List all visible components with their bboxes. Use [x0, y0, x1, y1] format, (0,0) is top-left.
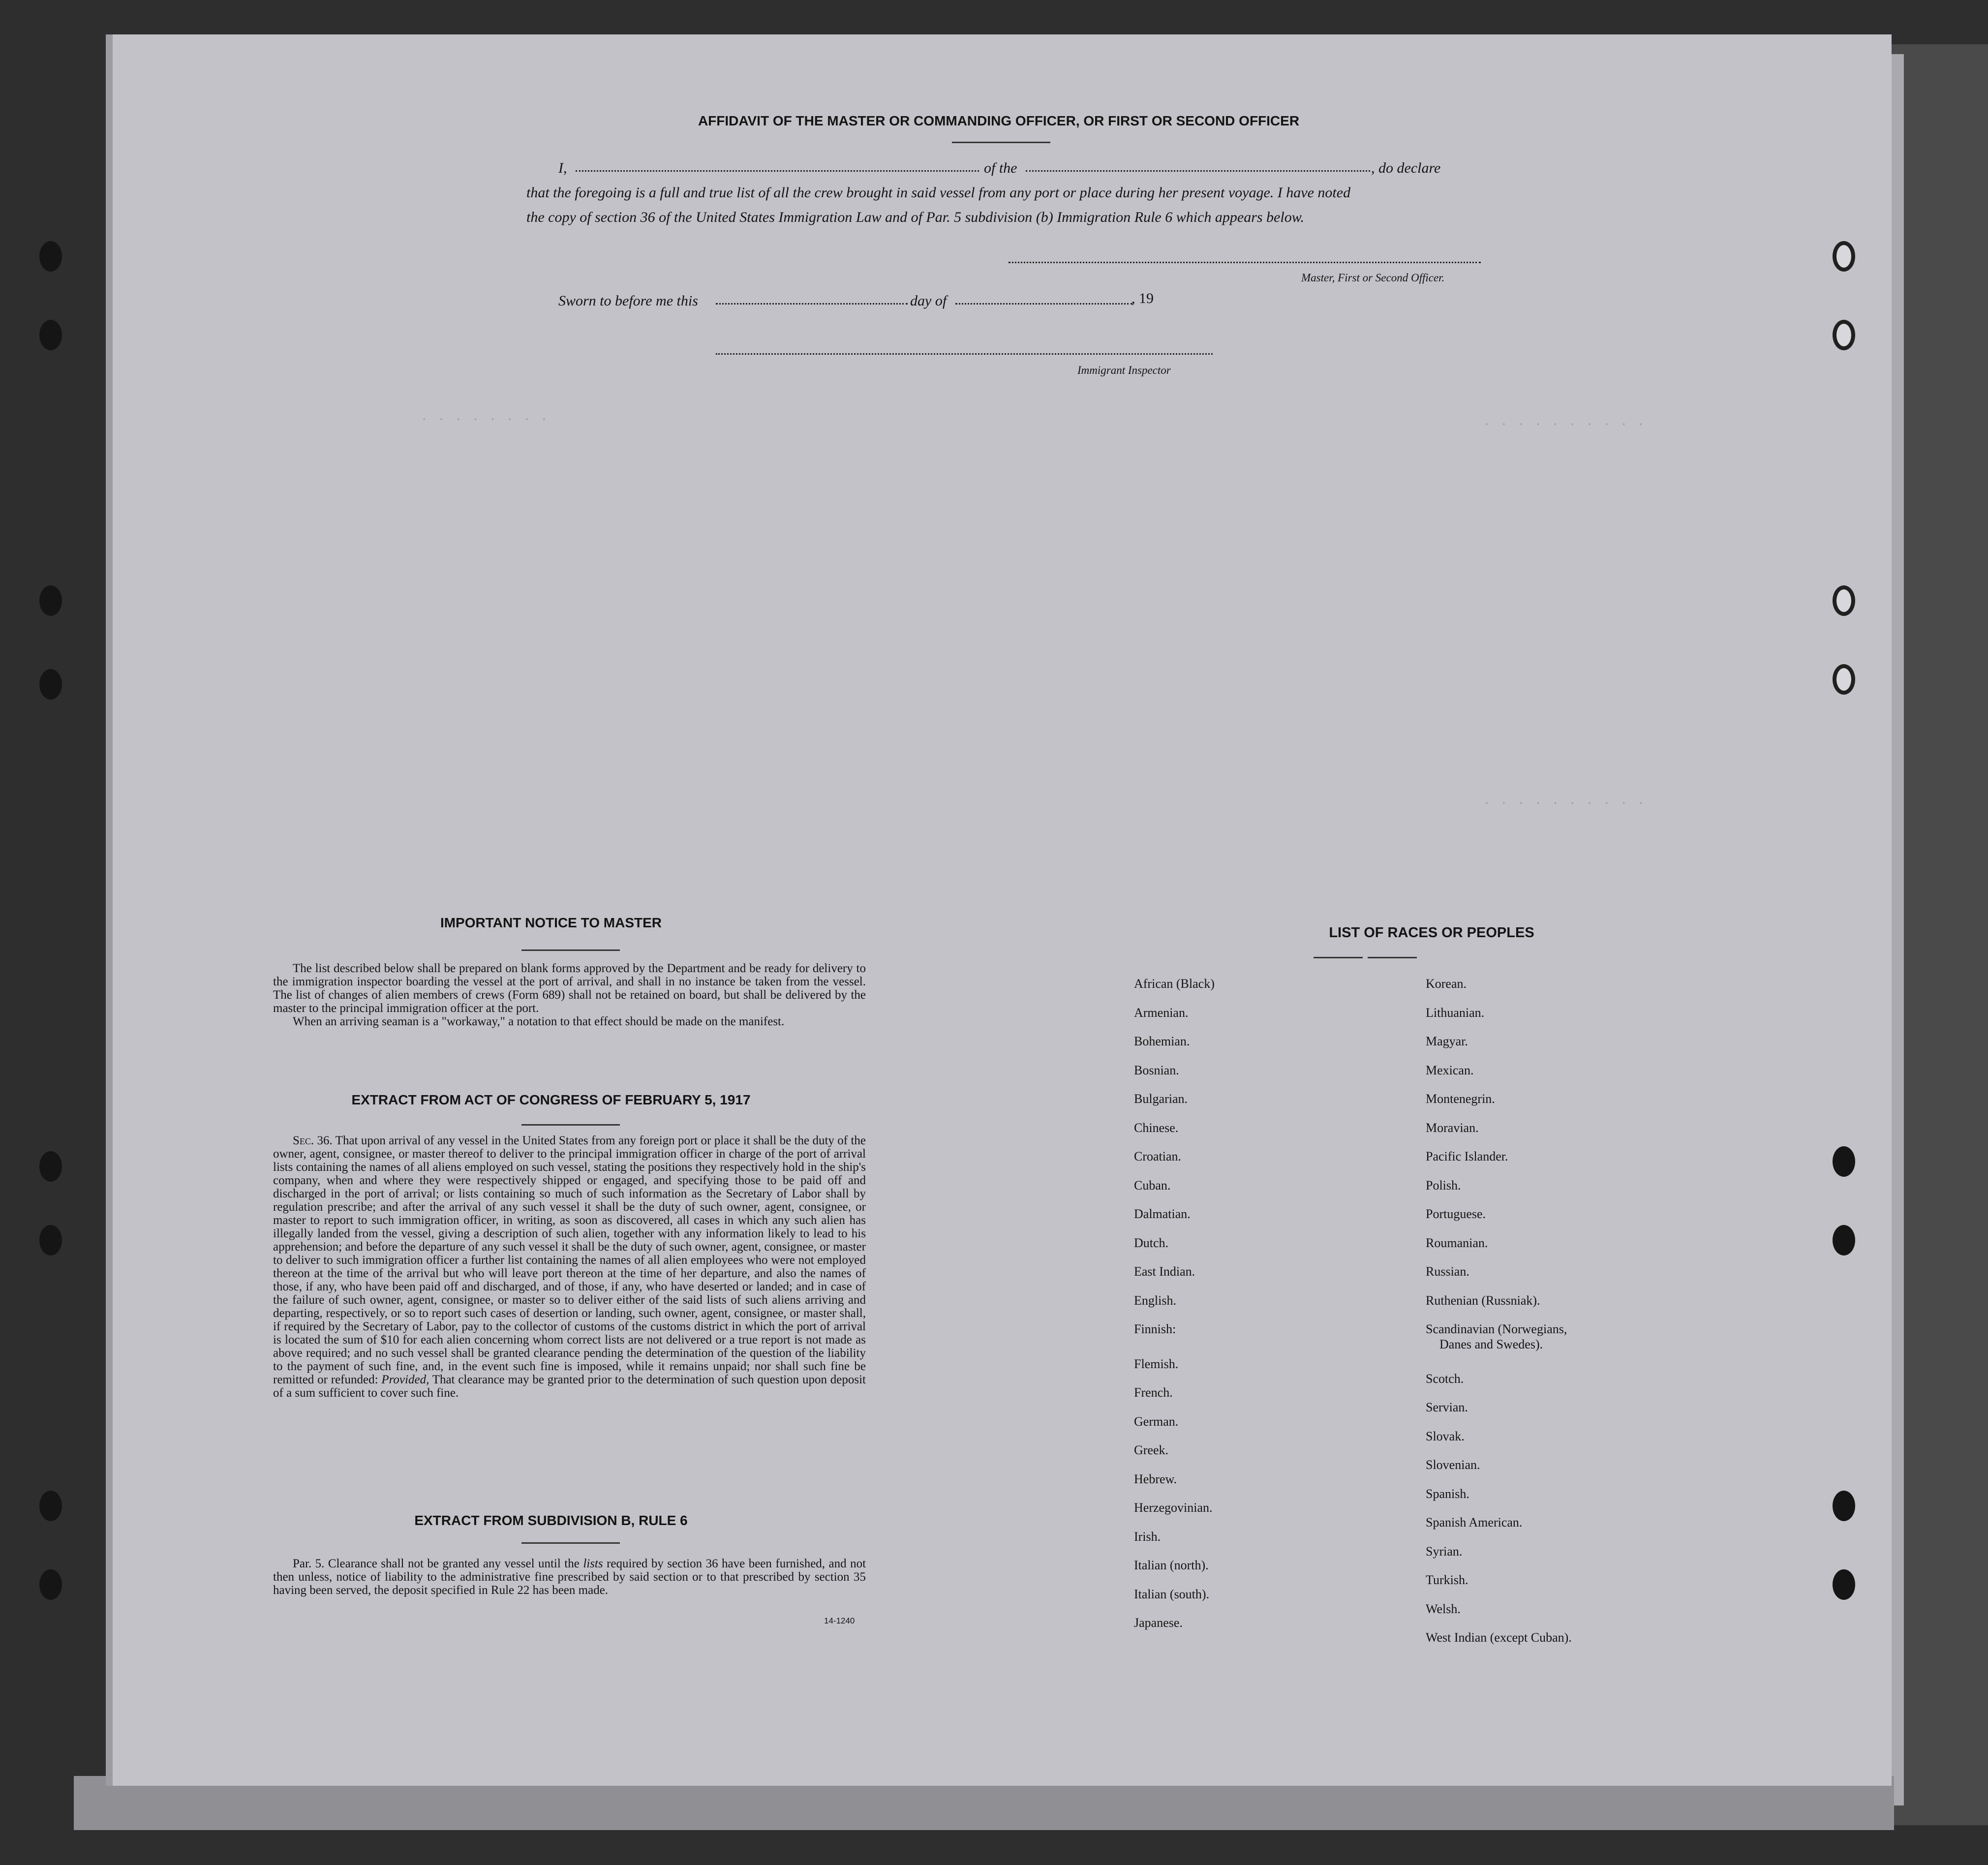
punch-hole — [39, 669, 62, 700]
punch-hole — [1833, 1491, 1855, 1521]
document-page — [106, 34, 1892, 1786]
par5-text-before: Par. 5. Clearance shall not be granted any vessel until the — [293, 1557, 580, 1570]
race-item: Russian. — [1426, 1264, 1469, 1279]
race-item: Dalmatian. — [1134, 1207, 1191, 1221]
race-item: Slovenian. — [1426, 1458, 1480, 1472]
races-left-column — [1134, 34, 1380, 1786]
race-item: Danes and Swedes). — [1439, 1337, 1543, 1351]
race-item: Syrian. — [1426, 1544, 1463, 1559]
races-title: LIST OF RACES OR PEOPLES — [1329, 925, 1534, 941]
race-item: Scandinavian (Norwegians, — [1426, 1322, 1567, 1336]
affidavit-of-the: of the — [984, 160, 1017, 176]
punch-hole — [39, 1151, 62, 1182]
name-field[interactable] — [576, 170, 979, 172]
rule-extract-title: EXTRACT FROM SUBDIVISION B, RULE 6 — [414, 1513, 688, 1528]
race-item: Croatian. — [1134, 1149, 1182, 1163]
race-item: Cuban. — [1134, 1178, 1171, 1192]
affidavit-title: AFFIDAVIT OF THE MASTER OR COMMANDING OFFICER, OR FIRST OR SECOND OFFICER — [698, 113, 1300, 128]
affidavit-declare: , do declare — [1371, 160, 1441, 176]
race-item: Bosnian. — [1134, 1063, 1179, 1077]
race-item: Magyar. — [1426, 1034, 1468, 1048]
race-item: Flemish. — [1134, 1356, 1179, 1371]
year-prefix: , 19 — [1132, 290, 1154, 306]
race-item: Irish. — [1134, 1529, 1161, 1544]
race-item: Scotch. — [1426, 1371, 1464, 1386]
bleed-through-text: · · · · · · · · · · — [1483, 418, 1646, 431]
race-item: Hebrew. — [1134, 1471, 1177, 1486]
bleed-through-text: · · · · · · · · — [421, 413, 550, 427]
punch-hole — [1833, 1146, 1855, 1177]
race-item: Roumanian. — [1426, 1235, 1488, 1250]
race-item: Italian (north). — [1134, 1558, 1209, 1572]
punch-hole — [39, 585, 62, 616]
race-item: Bulgarian. — [1134, 1092, 1188, 1106]
race-item: Finnish: — [1134, 1322, 1176, 1336]
race-item: Herzegovinian. — [1134, 1500, 1213, 1515]
punch-hole — [1833, 1225, 1855, 1255]
act-extract-title: EXTRACT FROM ACT OF CONGRESS OF FEBRUARY 5, 1917 — [351, 1092, 751, 1107]
race-item: Korean. — [1426, 977, 1467, 991]
inspector-caption: Immigrant Inspector — [1077, 364, 1171, 376]
race-item: Bohemian. — [1134, 1034, 1190, 1048]
proviso-text: That clearance may be granted prior to the determination of such question upon deposit of a sum sufficient to cover such fine. — [273, 1373, 866, 1400]
race-item: Montenegrin. — [1426, 1092, 1495, 1106]
section-36-text: That upon arrival of any vessel in the United States from any foreign port or place it shall be the duty of the owner, agent, consignee, or master thereof to deliver to the principal immigration officer in charge of the port of arrival lists containing the names of all aliens employed on such vessel, stating the positions they respectively hold in the ship's company, when and where they were respectively shipped or engaged, and specifying those to be paid off and discharged in the port of arrival; or lists containing so much of such information as the Secretary of Labor shall by regulation prescribe; and after the arrival of any such vessel it shall be the duty of such owner, agent, consignee, or master to report to such immigration officer, in writing, as soon as discovered, all cases in which any such alien has illegally landed from the vessel, giving a description of such alien, together with any information likely to lead to his apprehension; and before the departure of any such vessel it shall be the duty of such owner, agent, consignee, or master to deliver to such immigration officer a further list containing the names of all alien employees who were not employed thereon at the time of the arrival but who will leave port thereon at the time of her departure, and also the names of those, if any, who have been paid off and discharged, and of those, if any, who have deserted or landed; and in case of the failure of such owner, agent, consignee, or master so to deliver either of the said lists of such aliens arriving and departing, respectively, or so to report such cases of desertion or landing, such owner, agent, consignee, or master shall, if required by the Secretary of Labor, pay to the collector of customs of the customs district in which the port of arrival is located the sum of $10 for each alien concerning whom correct lists are not delivered or a true report is not made as above required; and no such vessel shall be granted clearance pending the determination of the question of the liability to the payment of such fine, and, in the event such fine is imposed, while it remains unpaid; nor shall such fine be remitted or refunded: — [273, 1134, 866, 1386]
act-extract-body — [273, 1134, 866, 1400]
punch-hole — [1833, 585, 1855, 616]
lists-word: lists — [583, 1557, 603, 1570]
affidavit-line-2: that the foregoing is a full and true list of all the crew brought in said vessel from any port or place during her present voyage. I have noted — [526, 184, 1351, 201]
race-item: East Indian. — [1134, 1264, 1195, 1279]
punch-hole — [1833, 241, 1855, 272]
race-item: French. — [1134, 1385, 1173, 1400]
race-item: Spanish American. — [1426, 1515, 1523, 1529]
notice-title: IMPORTANT NOTICE TO MASTER — [440, 915, 662, 930]
race-item: Greek. — [1134, 1443, 1169, 1457]
punch-hole — [39, 241, 62, 272]
punch-hole — [1833, 320, 1855, 350]
punch-hole — [39, 1491, 62, 1521]
punch-hole — [1833, 664, 1855, 695]
race-item: Moravian. — [1426, 1120, 1479, 1135]
rule-extract-body — [273, 1557, 866, 1597]
day-of-label: day of — [910, 293, 947, 309]
races-right-column — [1426, 34, 1721, 1786]
proviso-label: Provided, — [381, 1373, 429, 1386]
race-item: Spanish. — [1426, 1486, 1469, 1501]
notice-paragraph: When an arriving seaman is a "workaway," a notation to that effect should be made on the manifest. — [293, 1015, 785, 1028]
race-item: Portuguese. — [1426, 1207, 1486, 1221]
par5-text-after: required by section 36 have been furnished, and not then unless, notice of liability to the administrative fine prescribed by said section or to that prescribed by section 35 having been served, the deposit specified in Rule 22 has been made. — [273, 1557, 866, 1597]
section-label: Sec. 36. — [293, 1134, 333, 1147]
race-item: Armenian. — [1134, 1005, 1189, 1020]
punch-hole — [39, 1569, 62, 1600]
form-number: 14-1240 — [824, 1616, 855, 1625]
divider — [521, 1124, 620, 1126]
race-item: Welsh. — [1426, 1601, 1461, 1616]
punch-hole — [39, 1225, 62, 1255]
punch-hole — [39, 320, 62, 350]
divider — [521, 1542, 620, 1544]
bleed-through-text: · · · · · · · · · · — [1483, 797, 1646, 810]
race-item: Ruthenian (Russniak). — [1426, 1293, 1540, 1308]
race-item: Italian (south). — [1134, 1587, 1210, 1601]
race-item: African (Black) — [1134, 977, 1215, 991]
race-item: Pacific Islander. — [1426, 1149, 1508, 1163]
notice-paragraph: The list described below shall be prepared on blank forms approved by the Department and be ready for delivery to the immigration inspector boarding the vessel at the port of arrival, and shall in no instance be taken from the vessel. The list of changes of alien members of crews (Form 689) shall not be retained on board, but shall be delivered by the master to the principal immigration officer at the port. — [273, 962, 866, 1015]
race-item: Slovak. — [1426, 1429, 1465, 1443]
sworn-month-field[interactable] — [955, 303, 1132, 305]
sworn-day-field[interactable] — [716, 303, 908, 305]
race-item: West Indian (except Cuban). — [1426, 1630, 1572, 1645]
signature-caption: Master, First or Second Officer. — [1301, 272, 1445, 284]
punch-hole — [1833, 1569, 1855, 1600]
divider — [952, 142, 1050, 143]
race-item: Lithuanian. — [1426, 1005, 1485, 1020]
divider — [521, 949, 620, 951]
race-item: Mexican. — [1426, 1063, 1474, 1077]
race-item: Polish. — [1426, 1178, 1461, 1192]
affidavit-line-3: the copy of section 36 of the United States Immigration Law and of Par. 5 subdivision (b) Immigration Rule 6 which appears below. — [526, 209, 1304, 225]
race-item: Chinese. — [1134, 1120, 1179, 1135]
notice-body — [273, 962, 866, 1028]
race-item: Servian. — [1426, 1400, 1468, 1414]
race-item: Dutch. — [1134, 1235, 1169, 1250]
race-item: Japanese. — [1134, 1616, 1183, 1630]
sworn-label: Sworn to before me this — [558, 293, 698, 309]
race-item: Turkish. — [1426, 1573, 1468, 1587]
affidavit-i-label: I, — [558, 160, 567, 176]
race-item: English. — [1134, 1293, 1176, 1308]
race-item: German. — [1134, 1414, 1179, 1429]
